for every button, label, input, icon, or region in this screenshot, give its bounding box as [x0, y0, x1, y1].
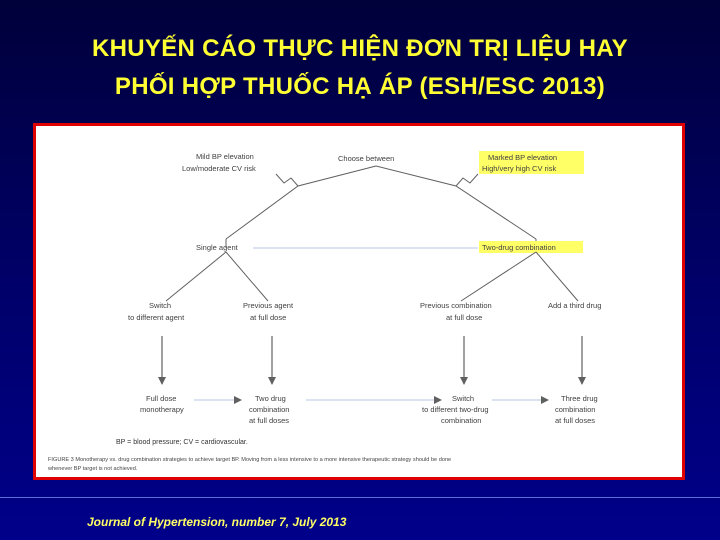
zigzag-right — [456, 174, 478, 186]
slide-title — [20, 30, 700, 106]
title-line-2: PHỐI HỢP THUỐC HẠ ÁP (ESH/ESC 2013) — [114, 73, 606, 100]
two-drug-full-label-1: Two drug — [255, 394, 286, 403]
two-drug-full-label-2: combination — [249, 405, 290, 414]
title-line-1: KHUYẾN CÁO THỰC HIỆN ĐƠN TRỊ LIỆU HAY — [92, 35, 628, 62]
three-drug-label-1: Three drug — [561, 394, 598, 403]
figure-caption-line-2: whenever BP target is not achieved. — [48, 466, 138, 472]
previous-combination-label-1: Previous combination — [420, 301, 492, 310]
zigzag-left — [276, 174, 298, 186]
previous-combination-label-2: at full dose — [446, 313, 483, 322]
flowchart-svg — [36, 126, 682, 477]
abbreviation-note: BP = blood pressure; CV = cardiovascular. — [116, 439, 248, 446]
choose-between-label: Choose between — [338, 154, 395, 163]
three-drug-label-3: at full doses — [555, 416, 596, 425]
switch-combo-label-1: Switch — [452, 394, 475, 403]
branch-single — [166, 252, 268, 301]
single-agent-label: Single agent — [196, 243, 238, 252]
full-dose-mono-label-2: monotherapy — [140, 405, 184, 414]
figure-caption-line-1: FIGURE 3 Monotherapy vs. drug combination strategies to achieve target BP. Moving from a less intensive to a more intensive therapeutic strategy should be done — [48, 457, 452, 463]
marked-bp-label-1: Marked BP elevation — [488, 153, 558, 162]
footer-divider — [0, 497, 720, 498]
previous-agent-label-2: at full dose — [250, 313, 287, 322]
two-drug-full-label-3: at full doses — [249, 416, 290, 425]
mild-bp-label-1: Mild BP elevation — [196, 152, 254, 161]
three-drug-label-2: combination — [555, 405, 596, 414]
split-left — [226, 166, 376, 239]
branch-two — [461, 252, 578, 301]
marked-bp-label-2: High/very high CV risk — [482, 164, 557, 173]
flowchart-figure — [33, 123, 685, 480]
previous-agent-label-1: Previous agent — [243, 301, 294, 310]
switch-combo-label-2: to different two-drug — [422, 405, 489, 414]
switch-agent-label-2: to different agent — [128, 313, 185, 322]
two-drug-label: Two-drug combination — [482, 243, 556, 252]
full-dose-mono-label-1: Full dose — [146, 394, 177, 403]
split-right — [376, 166, 536, 239]
add-third-drug-label: Add a third drug — [548, 301, 602, 310]
switch-combo-label-3: combination — [441, 416, 482, 425]
journal-citation: Journal of Hypertension, number 7, July 2013 — [87, 515, 347, 529]
mild-bp-label-2: Low/moderate CV risk — [182, 164, 256, 173]
switch-agent-label-1: Switch — [149, 301, 172, 310]
